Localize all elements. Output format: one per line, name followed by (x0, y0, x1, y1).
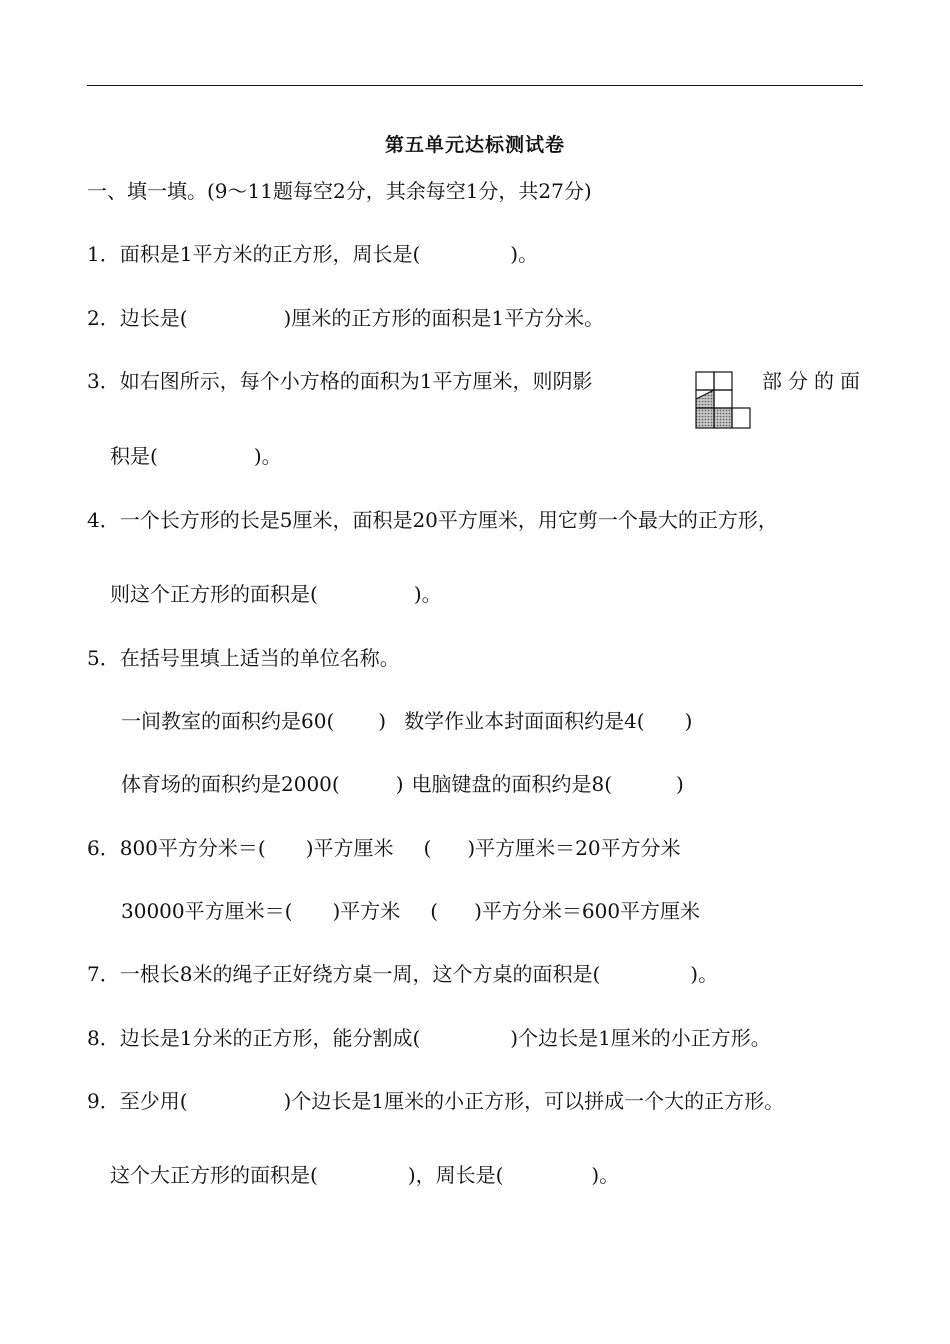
page-title: 第五单元达标测试卷 (384, 134, 565, 156)
question-text: )。 (510, 242, 539, 266)
question-text: 面积是1平方米的正方形，周长是( (119, 242, 421, 266)
question-8 (87, 1025, 771, 1051)
question-text: 30000平方厘米＝( (121, 899, 293, 923)
question-number: 3． (87, 369, 120, 393)
question-text: 边长是1分米的正方形，能分割成( (119, 1026, 421, 1050)
question-6-row-2 (121, 898, 700, 924)
question-9-answer-line (110, 1162, 619, 1188)
shaded-grid-figure (695, 370, 753, 430)
question-7 (87, 961, 718, 987)
question-text: 这个大正方形的面积是( (110, 1163, 318, 1187)
question-text: 数学作业本封面面积约是4( (404, 709, 645, 733)
question-text: 则这个正方形的面积是( (110, 582, 318, 606)
question-text: 一间教室的面积约是60( (121, 709, 335, 733)
question-text: )，周长是( (407, 1163, 504, 1187)
question-5-row-1 (121, 708, 692, 734)
question-text: )厘米的正方形的面积是1平方分米。 (283, 306, 605, 330)
question-text: )平方米 (332, 899, 401, 923)
question-text: 积是( (110, 444, 158, 468)
question-text: 体育场的面积约是2000( (121, 772, 340, 796)
section-heading: 一、填一填。(9～11题每空2分，其余每空1分，共27分) (87, 179, 592, 203)
question-4 (87, 507, 778, 533)
question-text: )个边长是1厘米的小正方形，可以拼成一个大的正方形。 (283, 1089, 785, 1113)
question-number: 2． (87, 306, 120, 330)
question-text: 一个长方形的长是5厘米，面积是20平方厘米，用它剪一个最大的正方形， (119, 508, 778, 532)
question-text: ( (430, 899, 439, 923)
question-text: 800平方分米＝( (119, 836, 266, 860)
question-number: 6． (87, 836, 120, 860)
question-text: ( (423, 836, 432, 860)
question-1 (87, 241, 538, 267)
question-4-answer-line (110, 581, 442, 607)
question-text: 至少用( (119, 1089, 188, 1113)
question-number: 9． (87, 1089, 120, 1113)
question-number: 5． (87, 646, 120, 670)
question-5-row-2 (121, 771, 684, 797)
question-text: ) (676, 772, 684, 796)
question-text: 电脑键盘的面积约是8( (411, 772, 613, 796)
question-text: 如右图所示，每个小方格的面积为1平方厘米，则阴影 (119, 369, 593, 393)
question-text: )平方分米＝600平方厘米 (474, 899, 701, 923)
question-number: 7． (87, 962, 120, 986)
question-number: 8． (87, 1026, 120, 1050)
question-6-row-1 (87, 835, 681, 861)
question-number: 1． (87, 242, 120, 266)
question-text: 边长是( (119, 306, 188, 330)
question-text: )个边长是1厘米的小正方形。 (510, 1026, 771, 1050)
question-text: )。 (253, 444, 282, 468)
question-text: ) (395, 772, 404, 796)
question-text: )平方厘米＝20平方分米 (467, 836, 681, 860)
question-text: ) (684, 709, 693, 733)
question-3-answer-line (110, 443, 282, 469)
question-text: 一根长8米的绳子正好绕方桌一周，这个方桌的面积是( (119, 962, 601, 986)
question-text: ) (378, 709, 387, 733)
question-text: )。 (690, 962, 719, 986)
question-3-continued: 部分的面 (762, 369, 866, 393)
question-9 (87, 1088, 784, 1114)
question-3 (87, 368, 592, 394)
question-text: )平方厘米 (305, 836, 394, 860)
question-text: )。 (591, 1163, 620, 1187)
top-rule (87, 85, 863, 86)
question-2 (87, 305, 604, 331)
question-text: )。 (413, 582, 442, 606)
question-number: 4． (87, 508, 120, 532)
question-5 (87, 645, 400, 671)
question-text: 在括号里填上适当的单位名称。 (119, 646, 400, 670)
